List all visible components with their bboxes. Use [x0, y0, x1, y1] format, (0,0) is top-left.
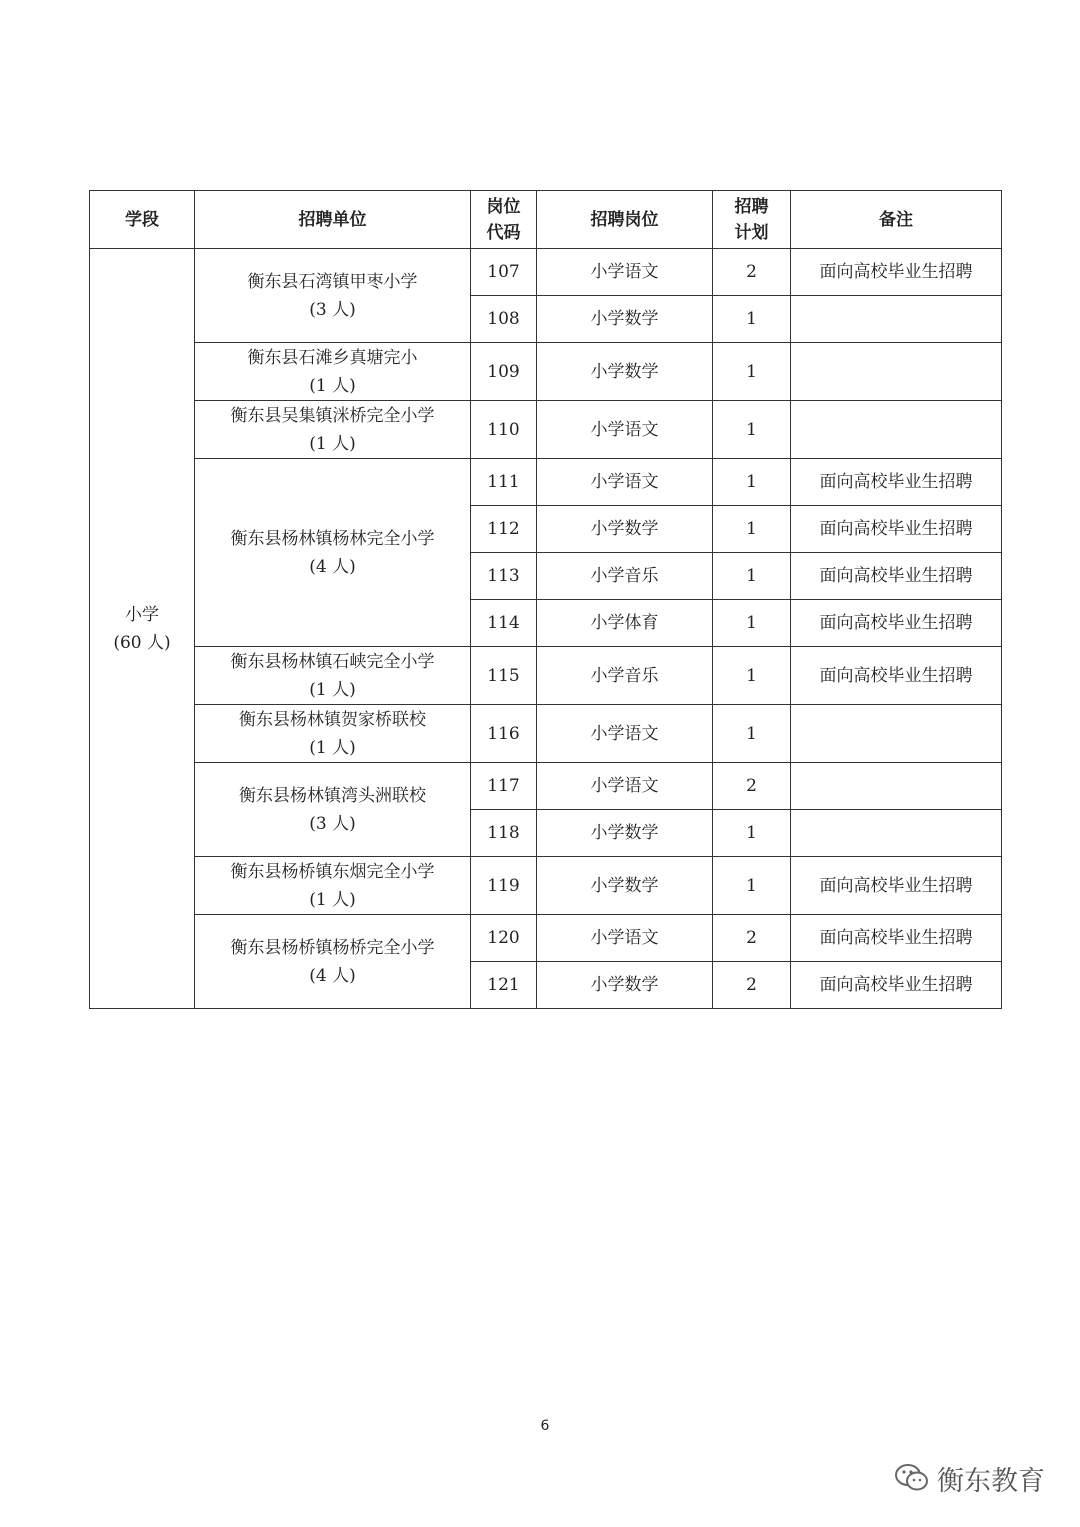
table-row — [90, 705, 1002, 763]
position-cell: 小学数学 — [537, 506, 713, 553]
plan-cell: 1 — [713, 506, 791, 553]
table-row — [90, 857, 1002, 915]
code-cell: 112 — [471, 506, 537, 553]
remark-cell — [791, 763, 1002, 810]
plan-cell: 2 — [713, 962, 791, 1009]
stage-name: 小学 — [125, 604, 159, 625]
position-cell: 小学语文 — [537, 705, 713, 763]
position-cell: 小学语文 — [537, 249, 713, 296]
remark-cell: 面向高校毕业生招聘 — [791, 647, 1002, 705]
code-cell: 114 — [471, 600, 537, 647]
header-remark: 备注 — [791, 191, 1002, 249]
remark-cell — [791, 296, 1002, 343]
table-row — [90, 401, 1002, 459]
code-cell: 119 — [471, 857, 537, 915]
header-position: 招聘岗位 — [537, 191, 713, 249]
unit-name: 衡东县杨桥镇东烟完全小学 — [230, 861, 435, 882]
watermark — [893, 1458, 1045, 1498]
code-cell: 117 — [471, 763, 537, 810]
position-cell: 小学数学 — [537, 857, 713, 915]
code-cell: 120 — [471, 915, 537, 962]
wechat-icon — [893, 1462, 931, 1494]
unit-cell — [195, 401, 471, 459]
plan-cell: 1 — [713, 296, 791, 343]
remark-cell — [791, 401, 1002, 459]
unit-cell — [195, 343, 471, 401]
unit-count: (1 人) — [309, 737, 356, 758]
remark-cell: 面向高校毕业生招聘 — [791, 962, 1002, 1009]
table-row — [90, 343, 1002, 401]
plan-cell: 2 — [713, 763, 791, 810]
position-cell: 小学语文 — [537, 459, 713, 506]
plan-cell: 2 — [713, 915, 791, 962]
position-cell: 小学语文 — [537, 915, 713, 962]
unit-count: (3 人) — [309, 299, 356, 320]
position-cell: 小学数学 — [537, 296, 713, 343]
header-code-line2: 代码 — [486, 222, 521, 243]
position-cell: 小学语文 — [537, 401, 713, 459]
code-cell: 121 — [471, 962, 537, 1009]
header-plan — [713, 191, 791, 249]
position-cell: 小学数学 — [537, 343, 713, 401]
stage-cell — [90, 249, 195, 1009]
code-cell: 110 — [471, 401, 537, 459]
remark-cell: 面向高校毕业生招聘 — [791, 553, 1002, 600]
plan-cell: 1 — [713, 647, 791, 705]
remark-cell: 面向高校毕业生招聘 — [791, 459, 1002, 506]
unit-name: 衡东县杨林镇贺家桥联校 — [239, 709, 426, 730]
unit-cell — [195, 915, 471, 1009]
table-row — [90, 459, 1002, 506]
position-cell: 小学数学 — [537, 962, 713, 1009]
header-stage: 学段 — [90, 191, 195, 249]
header-unit: 招聘单位 — [195, 191, 471, 249]
remark-cell — [791, 810, 1002, 857]
unit-count: (1 人) — [309, 679, 356, 700]
unit-count: (4 人) — [309, 965, 356, 986]
unit-count: (1 人) — [309, 433, 356, 454]
plan-cell: 1 — [713, 810, 791, 857]
code-cell: 116 — [471, 705, 537, 763]
unit-name: 衡东县杨林镇石峡完全小学 — [230, 651, 435, 672]
code-cell: 118 — [471, 810, 537, 857]
unit-count: (1 人) — [309, 375, 356, 396]
code-cell: 108 — [471, 296, 537, 343]
remark-cell: 面向高校毕业生招聘 — [791, 857, 1002, 915]
page-number: 6 — [540, 1418, 550, 1434]
position-cell: 小学体育 — [537, 600, 713, 647]
unit-cell — [195, 705, 471, 763]
plan-cell: 1 — [713, 857, 791, 915]
code-cell: 113 — [471, 553, 537, 600]
remark-cell: 面向高校毕业生招聘 — [791, 600, 1002, 647]
unit-cell — [195, 459, 471, 647]
table-row — [90, 915, 1002, 962]
remark-cell: 面向高校毕业生招聘 — [791, 249, 1002, 296]
unit-cell — [195, 857, 471, 915]
plan-cell: 1 — [713, 459, 791, 506]
watermark-text: 衡东教育 — [937, 1465, 1045, 1497]
unit-name: 衡东县石滩乡真塘完小 — [247, 347, 418, 368]
table-row — [90, 647, 1002, 705]
unit-name: 衡东县杨林镇湾头洲联校 — [239, 785, 426, 806]
header-plan-line1: 招聘 — [734, 196, 769, 217]
code-cell: 107 — [471, 249, 537, 296]
table-row — [90, 249, 1002, 296]
unit-cell — [195, 249, 471, 343]
unit-count: (1 人) — [309, 889, 356, 910]
code-cell: 109 — [471, 343, 537, 401]
unit-count: (3 人) — [309, 813, 356, 834]
plan-cell: 1 — [713, 343, 791, 401]
header-code-line1: 岗位 — [486, 196, 521, 217]
recruitment-table — [89, 190, 1002, 1009]
header-plan-line2: 计划 — [734, 222, 769, 243]
remark-cell: 面向高校毕业生招聘 — [791, 506, 1002, 553]
unit-cell — [195, 647, 471, 705]
unit-count: (4 人) — [309, 556, 356, 577]
header-code — [471, 191, 537, 249]
position-cell: 小学语文 — [537, 763, 713, 810]
code-cell: 111 — [471, 459, 537, 506]
remark-cell — [791, 343, 1002, 401]
table-header-row — [90, 191, 1002, 249]
unit-name: 衡东县吴集镇洣桥完全小学 — [230, 405, 435, 426]
plan-cell: 1 — [713, 401, 791, 459]
stage-count: (60 人) — [113, 632, 171, 653]
plan-cell: 1 — [713, 600, 791, 647]
plan-cell: 1 — [713, 705, 791, 763]
unit-name: 衡东县杨桥镇杨桥完全小学 — [230, 937, 435, 958]
unit-name: 衡东县杨林镇杨林完全小学 — [230, 528, 435, 549]
remark-cell — [791, 705, 1002, 763]
plan-cell: 1 — [713, 553, 791, 600]
position-cell: 小学音乐 — [537, 647, 713, 705]
position-cell: 小学音乐 — [537, 553, 713, 600]
table-row — [90, 763, 1002, 810]
plan-cell: 2 — [713, 249, 791, 296]
code-cell: 115 — [471, 647, 537, 705]
position-cell: 小学数学 — [537, 810, 713, 857]
remark-cell: 面向高校毕业生招聘 — [791, 915, 1002, 962]
unit-name: 衡东县石湾镇甲枣小学 — [247, 271, 418, 292]
unit-cell — [195, 763, 471, 857]
